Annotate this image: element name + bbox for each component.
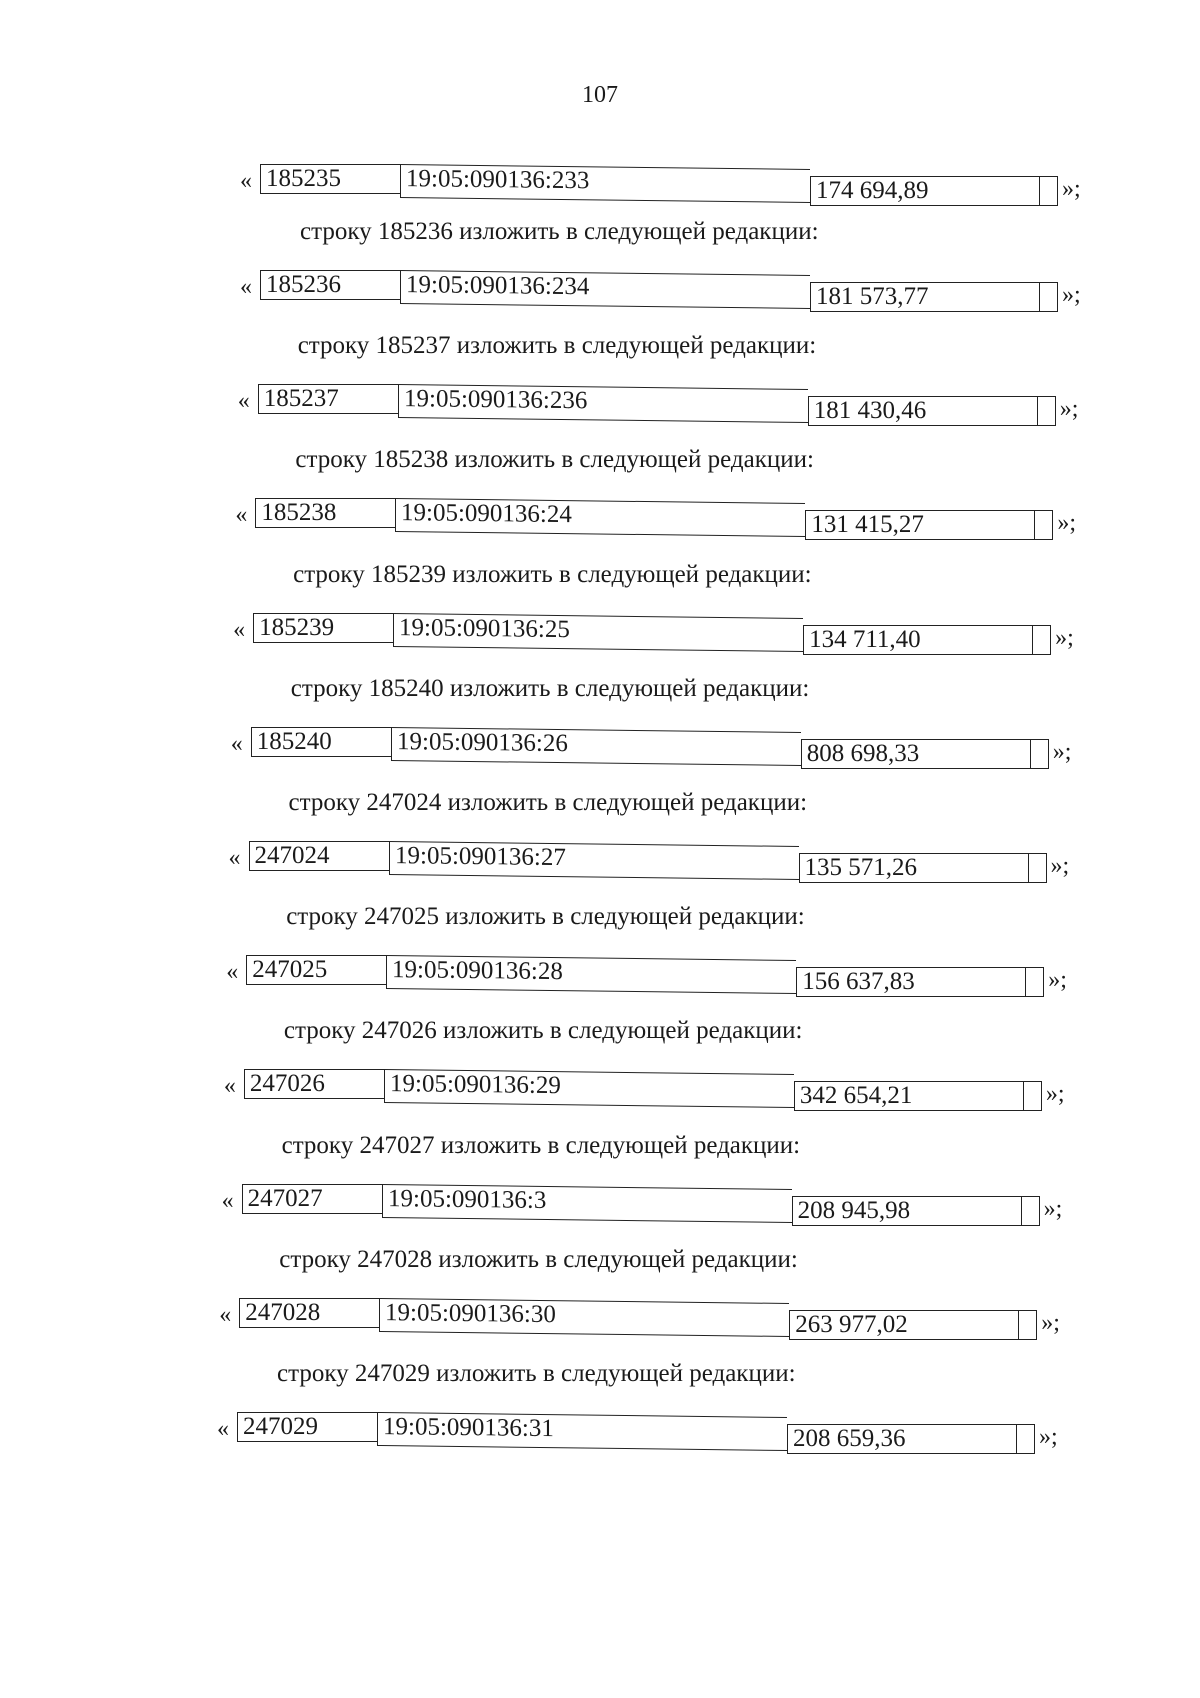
open-quote: «	[233, 616, 246, 643]
amendment-intro: строку 247028 изложить в следующей редакции:	[279, 1245, 798, 1273]
empty-cell	[1040, 176, 1058, 206]
row-number-cell: 185236	[260, 270, 400, 300]
open-quote: «	[221, 1187, 234, 1214]
amendment-block	[0, 1360, 1200, 1470]
cadastral-value-cell: 342 654,21	[794, 1081, 1024, 1111]
open-quote: «	[240, 168, 252, 194]
cadastral-value-cell: 808 698,33	[801, 739, 1031, 769]
close-quote: »;	[1052, 738, 1072, 765]
amendment-intro: строку 185238 изложить в следующей редакции:	[295, 446, 814, 474]
amendment-intro: строку 247027 изложить в следующей редакции:	[281, 1131, 801, 1159]
empty-cell	[1022, 1196, 1040, 1226]
table-row	[229, 841, 1089, 881]
amendment-intro: строку 247026 изложить в следующей редакции:	[283, 1017, 803, 1045]
close-quote: »;	[1041, 1309, 1060, 1336]
amendment-block	[0, 903, 1200, 1013]
row-number-cell: 185240	[251, 727, 391, 757]
row-number-cell: 247025	[246, 955, 386, 985]
cadastral-value-cell: 174 694,89	[810, 176, 1040, 206]
cadastral-number-cell: 19:05:090136:233	[400, 164, 810, 203]
cadastral-value-cell: 134 711,40	[803, 625, 1033, 655]
amendment-block	[0, 675, 1200, 785]
table-row	[222, 1184, 1082, 1224]
amendment-intro: строку 247025 изложить в следующей редакции:	[286, 903, 805, 931]
page-number: 107	[582, 82, 618, 108]
cadastral-number-cell: 19:05:090136:234	[400, 270, 810, 309]
row-number-cell: 247028	[239, 1298, 379, 1328]
close-quote: »;	[1043, 1195, 1063, 1222]
amendment-intro: строку 185237 изложить в следующей редакции:	[297, 332, 817, 360]
cadastral-number-cell: 19:05:090136:27	[389, 841, 799, 880]
empty-cell	[1019, 1310, 1037, 1340]
open-quote: «	[237, 388, 250, 415]
amendment-block	[0, 446, 1200, 556]
cadastral-number-cell: 19:05:090136:29	[384, 1069, 794, 1108]
row-number-cell: 185237	[258, 384, 398, 414]
open-quote: «	[230, 730, 243, 757]
close-quote: »;	[1050, 853, 1070, 879]
cadastral-value-cell: 181 430,46	[808, 396, 1038, 426]
row-number-cell: 185238	[255, 498, 395, 528]
close-quote: »;	[1057, 510, 1077, 537]
row-number-cell: 247024	[249, 841, 389, 871]
row-number-cell: 247027	[242, 1184, 382, 1214]
table-row	[233, 613, 1093, 653]
close-quote: »;	[1062, 282, 1081, 308]
cadastral-number-cell: 19:05:090136:26	[391, 727, 801, 766]
amendment-block	[0, 332, 1200, 442]
close-quote: »;	[1055, 624, 1074, 651]
cadastral-number-cell: 19:05:090136:24	[395, 498, 805, 537]
cadastral-value-cell: 156 637,83	[796, 967, 1026, 997]
open-quote: «	[228, 845, 241, 871]
amendment-intro: строку 185239 изложить в следующей редакции:	[293, 560, 812, 588]
amendment-intro: строку 247029 изложить в следующей редакции:	[277, 1360, 796, 1387]
table-row	[224, 1069, 1084, 1109]
empty-cell	[1038, 396, 1056, 426]
cadastral-number-cell: 19:05:090136:3	[382, 1184, 792, 1223]
open-quote: «	[217, 1416, 229, 1442]
empty-cell	[1017, 1424, 1035, 1454]
empty-cell	[1035, 510, 1053, 540]
cadastral-value-cell: 208 945,98	[792, 1196, 1022, 1226]
empty-cell	[1040, 282, 1058, 312]
table-row	[240, 270, 1100, 310]
close-quote: »;	[1062, 176, 1081, 202]
row-number-cell: 247029	[237, 1412, 377, 1442]
close-quote: »;	[1048, 967, 1067, 994]
cadastral-value-cell: 131 415,27	[805, 510, 1035, 540]
open-quote: «	[226, 959, 239, 986]
amendment-block	[0, 1132, 1200, 1242]
close-quote: »;	[1045, 1081, 1065, 1108]
table-row	[235, 498, 1095, 538]
amendment-block	[0, 218, 1200, 328]
row-number-cell: 247026	[244, 1069, 384, 1099]
table-row	[240, 164, 1100, 204]
empty-cell	[1031, 739, 1049, 769]
table-row	[226, 955, 1086, 995]
empty-cell	[1029, 853, 1047, 883]
empty-cell	[1024, 1081, 1042, 1111]
amendment-intro: строку 185236 изложить в следующей редакции:	[300, 218, 819, 245]
amendment-intro: строку 247024 изложить в следующей редакции:	[288, 789, 808, 816]
open-quote: «	[235, 502, 248, 529]
empty-cell	[1033, 625, 1051, 655]
table-row	[238, 384, 1098, 424]
amendment-block	[0, 789, 1200, 899]
table-row	[219, 1298, 1079, 1338]
row-number-cell: 185235	[260, 164, 400, 194]
cadastral-value-cell: 263 977,02	[789, 1310, 1019, 1340]
row-number-cell: 185239	[253, 613, 393, 643]
table-row	[217, 1412, 1077, 1452]
cadastral-number-cell: 19:05:090136:30	[379, 1298, 789, 1337]
amendment-block	[0, 1017, 1200, 1127]
cadastral-number-cell: 19:05:090136:25	[393, 613, 803, 652]
table-row	[231, 727, 1091, 767]
cadastral-value-cell: 181 573,77	[810, 282, 1040, 312]
open-quote: «	[223, 1073, 236, 1100]
cadastral-value-cell: 135 571,26	[799, 853, 1029, 883]
cadastral-number-cell: 19:05:090136:31	[377, 1412, 787, 1451]
cadastral-value-cell: 208 659,36	[787, 1424, 1017, 1454]
cadastral-number-cell: 19:05:090136:236	[398, 384, 808, 423]
close-quote: »;	[1059, 396, 1079, 423]
amendment-block	[0, 561, 1200, 671]
cadastral-number-cell: 19:05:090136:28	[386, 955, 796, 994]
amendment-block	[0, 1246, 1200, 1356]
close-quote: »;	[1039, 1424, 1058, 1450]
open-quote: «	[219, 1301, 232, 1328]
open-quote: «	[240, 274, 252, 300]
empty-cell	[1026, 967, 1044, 997]
amendment-intro: строку 185240 изложить в следующей редакции:	[290, 674, 810, 702]
